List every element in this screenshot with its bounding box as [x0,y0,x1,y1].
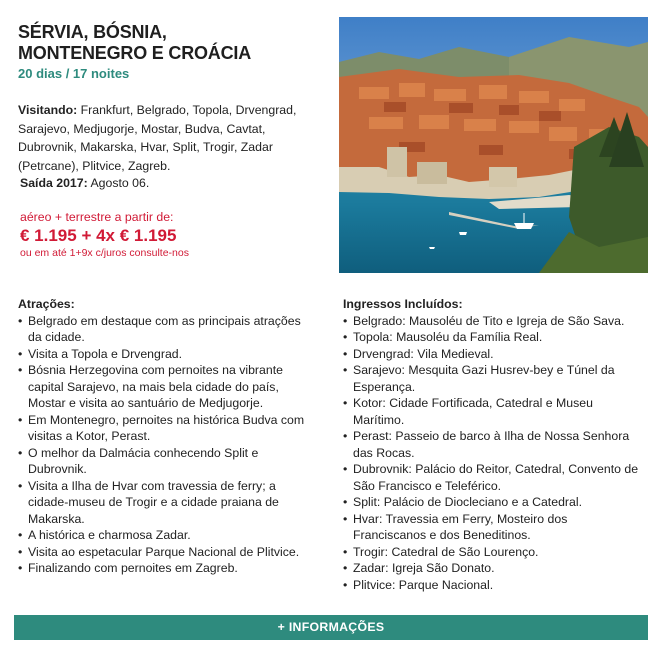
list-item: • Visita a Ilha de Hvar com travessia de ferry; a cidade-museu de Trogir e a cidade praiana de Makarska. [18,478,308,528]
attractions-section [18,296,308,577]
attractions-heading: Atrações: [18,297,75,311]
list-item: • Kotor: Cidade Fortificada, Catedral e Museu Marítimo. [343,395,643,428]
list-item: • Visita a Topola e Drvengrad. [18,346,308,363]
price: € 1.195 + 4x € 1.195 [20,226,177,245]
list-item: • Drvengrad: Vila Medieval. [343,346,643,363]
list-item: • Visita ao espetacular Parque Nacional de Plitvice. [18,544,308,561]
list-item: • Plitvice: Parque Nacional. [343,577,643,594]
list-item: • Belgrado em destaque com as principais atrações da cidade. [18,313,308,346]
tickets-heading: Ingressos Incluídos: [343,297,463,311]
departure-label: Saída 2017: [20,176,88,190]
dubrovnik-photo [339,17,648,273]
departure-value: Agosto 06. [90,176,150,190]
list-item: • Belgrado: Mausoléu de Tito e Igreja de São Sava. [343,313,643,330]
tickets-list [343,313,643,594]
visiting-cities [18,101,318,175]
list-item: • Split: Palácio de Diocleciano e a Catedral. [343,494,643,511]
list-item: • Perast: Passeio de barco à Ilha de Nossa Senhora das Rocas. [343,428,643,461]
tour-duration: 20 dias / 17 noites [18,66,130,81]
list-item: • Topola: Mausoléu da Família Real. [343,329,643,346]
tour-title-line-1: SÉRVIA, BÓSNIA, [18,22,167,42]
price-intro: aéreo + terrestre a partir de: [20,210,174,224]
tour-title-line-2: MONTENEGRO E CROÁCIA [18,43,252,63]
more-info-button[interactable]: + INFORMAÇÕES [14,615,648,640]
list-item: • Sarajevo: Mesquita Gazi Husrev-bey e Túnel da Esperança. [343,362,643,395]
list-item: • Trogir: Catedral de São Lourenço. [343,544,643,561]
list-item: • Finalizando com pernoites em Zagreb. [18,560,308,577]
list-item: • Dubrovnik: Palácio do Reitor, Catedral, Convento de São Francisco e Teleférico. [343,461,643,494]
list-item: • Hvar: Travessia em Ferry, Mosteiro dos Franciscanos e dos Beneditinos. [343,511,643,544]
tour-title [18,22,251,64]
list-item: • A histórica e charmosa Zadar. [18,527,308,544]
departure-date [20,176,149,190]
list-item: • Zadar: Igreja São Donato. [343,560,643,577]
list-item: • O melhor da Dalmácia conhecendo Split e Dubrovnik. [18,445,308,478]
visiting-text: Frankfurt, Belgrado, Topola, Drvengrad, Sarajevo, Medjugorje, Mostar, Budva, Cavtat, Dubrovnik, Makarska, Hvar, Split, Trogir, Zadar (Petrcane), Plitvice, Zagreb. [18,103,297,173]
attractions-list [18,313,308,577]
price-note: ou em até 1+9x c/juros consulte-nos [20,247,189,259]
visiting-label: Visitando: [18,103,78,117]
list-item: • Em Montenegro, pernoites na histórica Budva com visitas a Kotor, Perast. [18,412,308,445]
list-item: • Bósnia Herzegovina com pernoites na vibrante capital Sarajevo, na mais bela cidade do país, Mostar e visita ao santuário de Medjugorje. [18,362,308,412]
tickets-section [343,296,643,593]
